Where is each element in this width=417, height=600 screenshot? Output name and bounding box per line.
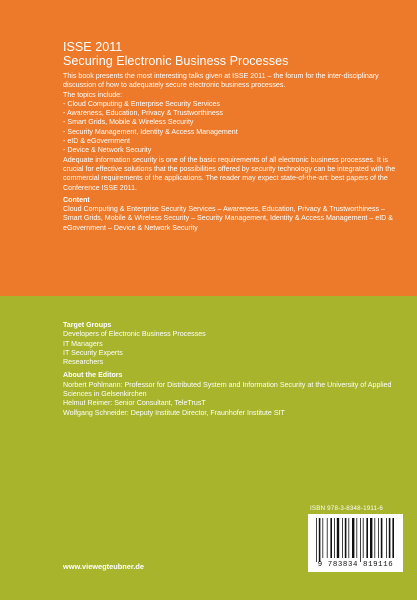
topic-item: - Smart Grids, Mobile & Wireless Security bbox=[63, 118, 194, 127]
editor-item: Helmut Reimer: Senior Consultant, TeleTrusT bbox=[63, 399, 206, 408]
topics-intro: The topics include: bbox=[63, 90, 123, 99]
barcode-bars bbox=[308, 514, 403, 562]
isbn-label: ISBN 978-3-8348-1911-6 bbox=[310, 505, 384, 512]
publisher-url: www.viewegteubner.de bbox=[63, 562, 145, 571]
target-groups-heading: Target Groups bbox=[63, 321, 112, 329]
title-line-1: ISSE 2011 bbox=[63, 40, 123, 54]
topic-item: - Security Management, Identity & Access Management bbox=[63, 127, 238, 136]
target-group-item: IT Security Experts bbox=[63, 348, 123, 357]
content-text: Cloud Computing & Enterprise Security Services – Awareness, Education, Privacy & Trustworthiness – Smart Grids, Mobile & Wireless Security – Security Management, Identity & Access Management – eID & eGovernment – Device & Network Security bbox=[63, 205, 393, 232]
topic-item: - Device & Network Security bbox=[63, 146, 152, 155]
barcode-number: 9 783834 819116 bbox=[317, 561, 394, 569]
editors-heading: About the Editors bbox=[63, 371, 123, 380]
topic-list bbox=[63, 100, 403, 156]
editor-item: Norbert Pohlmann: Professor for Distributed System and Information Security at the University of Applied Sciences in Gelsenkirchen bbox=[63, 380, 392, 399]
target-group-item: Researchers bbox=[63, 358, 104, 367]
book-title bbox=[63, 40, 288, 68]
target-group-item: IT Managers bbox=[63, 339, 103, 348]
intro-paragraph: This book presents the most interesting talks given at ISSE 2011 – the forum for the inter-disciplinary discussion of how to adequately secure electronic business processes. bbox=[63, 72, 379, 90]
security-paragraph: Adequate information security is one of the basic requirements of all electronic business processes. It is crucial for effective solutions that the possibilities offered by security technology can be integrated with the commercial requirements of the applications. The reader may expect state-of-the-art: best papers of the Conference ISSE 2011. bbox=[63, 155, 396, 192]
editor-item: Wolfgang Schneider: Deputy Institute Director, Fraunhofer Institute SIT bbox=[63, 408, 285, 417]
lower-info bbox=[63, 321, 403, 418]
target-group-item: Developers of Electronic Business Processes bbox=[63, 330, 206, 339]
topic-item: - Awareness, Education, Privacy & Trustworthiness bbox=[63, 109, 223, 118]
title-line-2: Securing Electronic Business Processes bbox=[63, 54, 289, 68]
description bbox=[63, 72, 403, 233]
topic-item: - eID & eGovernment bbox=[63, 137, 131, 146]
barcode bbox=[308, 514, 403, 572]
topic-item: - Cloud Computing & Enterprise Security Services bbox=[63, 99, 220, 108]
content-heading: Content bbox=[63, 195, 90, 204]
